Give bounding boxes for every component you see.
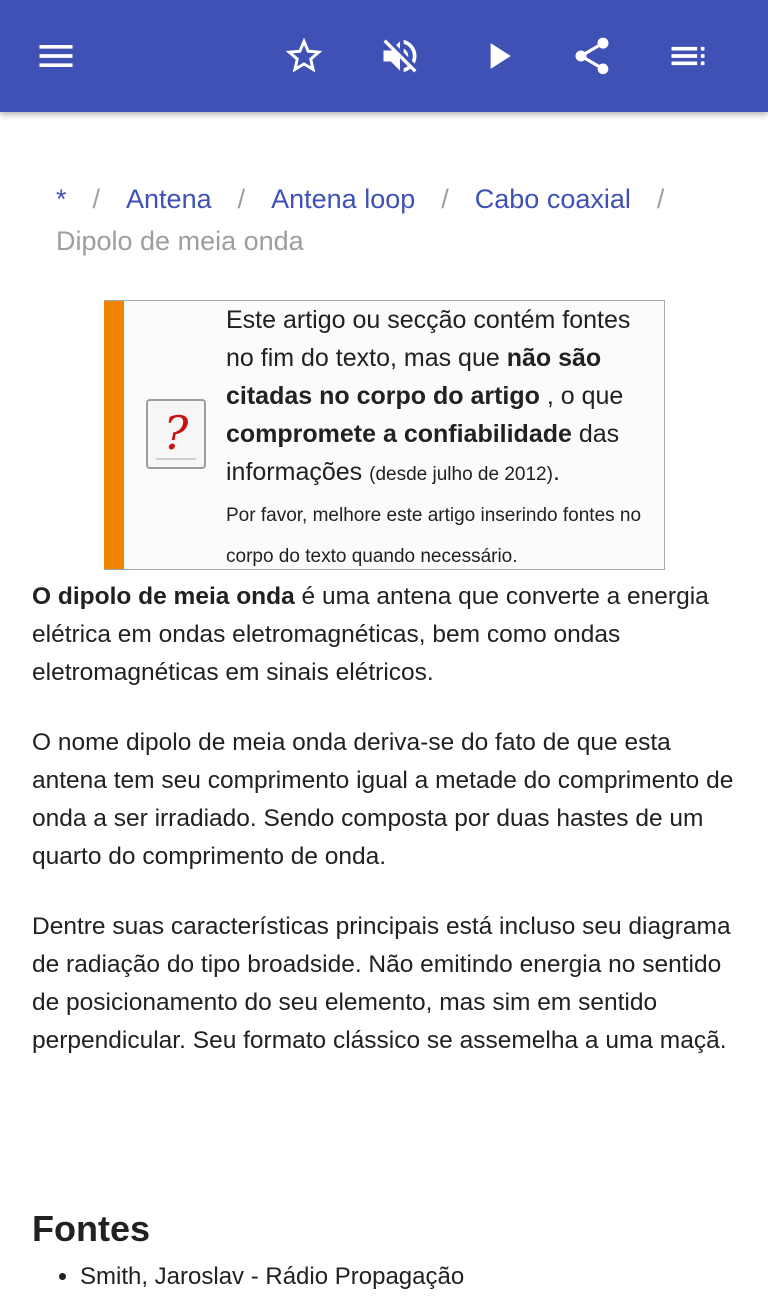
breadcrumb-separator: / xyxy=(237,184,246,214)
notice-line1: Este artigo ou secção contém fontes no fim do texto, mas que xyxy=(226,306,631,372)
notice-mid: , o que xyxy=(539,382,624,410)
article-body xyxy=(32,578,740,1092)
notice-date: (desde julho de 2012) xyxy=(369,464,553,485)
favorite-button[interactable] xyxy=(272,24,336,88)
share-button[interactable] xyxy=(560,24,624,88)
breadcrumb-separator: / xyxy=(656,184,665,214)
breadcrumb-item-antena[interactable]: Antena xyxy=(126,184,212,214)
breadcrumb xyxy=(56,178,736,262)
sources-list xyxy=(48,1258,464,1296)
section-heading-fontes: Fontes xyxy=(32,1208,151,1249)
breadcrumb-current: Dipolo de meia onda xyxy=(56,226,304,256)
breadcrumb-item-root[interactable]: * xyxy=(56,184,67,214)
citation-notice xyxy=(104,300,665,570)
toc-icon xyxy=(666,34,710,78)
notice-bold-uncited: não são citadas no corpo do artigo xyxy=(226,344,602,410)
app-toolbar xyxy=(0,0,768,112)
article-paragraph-3: Dentre suas características principais está incluso seu diagrama de radiação do tipo broadside. Não emitindo energia no sentido de posicionamento do seu elemento, mas sim em sentido perpendicular. Seu formato clássico se assemelha a uma maçã. xyxy=(32,913,731,1054)
question-document-icon xyxy=(144,397,208,473)
menu-icon xyxy=(34,34,78,78)
article-paragraph xyxy=(32,578,740,692)
list-item: • Smith, Jaroslav - Rádio Propagação xyxy=(80,1258,464,1296)
article-paragraph-1-text: é uma antena que converte a energia elétrica em ondas eletromagnéticas, bem como ondas eletromagnéticas em sinais elétricos. xyxy=(32,583,709,686)
article-paragraph-2: O nome dipolo de meia onda deriva-se do fato de que esta antena tem seu comprimento igual a metade do comprimento de onda a ser irradiado. Sendo composta por duas hastes de um quarto do comprimento de onda. xyxy=(32,729,734,870)
notice-period: . xyxy=(552,458,560,486)
breadcrumb-separator: / xyxy=(441,184,449,214)
article-term: O dipolo de meia onda xyxy=(32,583,295,610)
notice-text xyxy=(226,301,658,576)
menu-button[interactable] xyxy=(24,24,88,88)
breadcrumb-item-antena-loop[interactable]: Antena loop xyxy=(271,184,416,214)
breadcrumb-separator: / xyxy=(92,184,101,214)
share-icon xyxy=(570,34,614,78)
volume-off-icon xyxy=(378,34,422,78)
table-of-contents-button[interactable] xyxy=(656,24,720,88)
notice-help-text: Por favor, melhore este artigo inserindo fontes no corpo do texto quando necessário. xyxy=(226,505,642,567)
breadcrumb-item-cabo-coaxial[interactable]: Cabo coaxial xyxy=(474,184,631,214)
notice-accent-bar xyxy=(104,301,124,569)
notice-bold-reliability: compromete a confiabilidade xyxy=(226,420,572,448)
notice-end: das informações xyxy=(226,420,620,486)
play-button[interactable] xyxy=(466,24,530,88)
star-outline-icon xyxy=(282,34,326,78)
play-icon xyxy=(476,34,520,78)
mute-button[interactable] xyxy=(368,24,432,88)
svg-text:?: ? xyxy=(163,406,189,460)
